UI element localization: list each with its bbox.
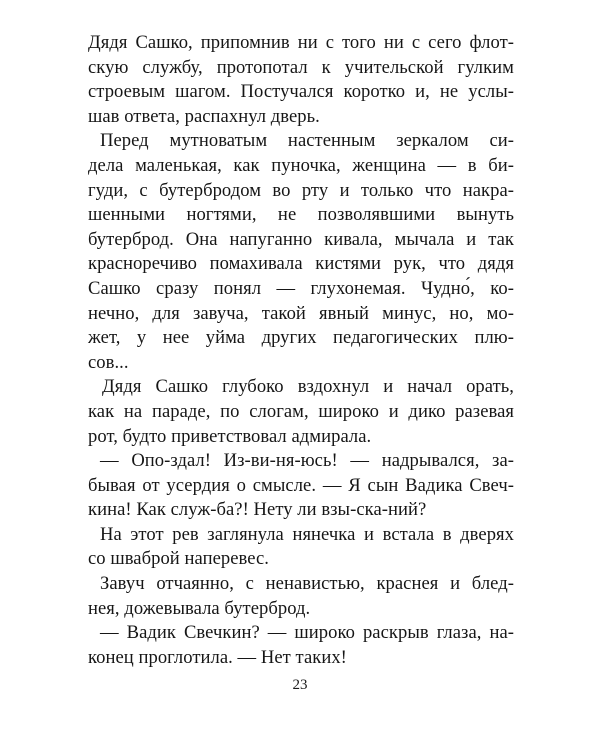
page-number: 23 [292,677,308,693]
text-line: жет, у нее уйма других педагогических плю- [88,327,514,349]
text-line: Дядя Сашко глубоко вздохнул и начал орать, [102,376,514,398]
text-line: дела маленькая, как пуночка, женщина — в би- [88,154,514,176]
text-line: как на параде, по слогам, широко и дико разевая [88,400,514,422]
text-line: конец проглотила. — Нет таких! [88,646,347,668]
text-line: шав ответа, распахнул дверь. [88,105,320,127]
text-line: бывая от усердия о смысле. — Я сын Вадика Свеч- [88,474,514,496]
text-line: — Вадик Свечкин? — широко раскрыв глаза, на- [100,622,514,644]
text-line: бутерброд. Она напуганно кивала, мычала и так [88,228,514,250]
text-line: со шваброй наперевес. [88,548,270,570]
body-text [88,31,514,670]
text-line: шенными ногтями, не позволявшими вынуть [88,204,514,226]
text-line: Сашко сразу понял — глухонемая. Чудно́, ко- [88,277,514,299]
text-line: рот, будто приветствовал адмирала. [88,425,372,447]
text-line: На этот рев заглянула нянечка и встала в дверях [100,523,514,545]
text-line: Завуч отчаянно, с ненавистью, краснея и блед- [100,573,514,595]
text-line: нечно, для завуча, такой явный минус, но, мо- [88,302,514,324]
text-line: гуди, с бутербродом во рту и только что накра- [88,179,514,201]
text-line: Перед мутноватым настенным зеркалом си- [100,130,514,152]
text-line: кина! Как служ-ба?! Нету ли взы-ска-ний? [88,499,427,521]
text-line: нея, дожевывала бутерброд. [88,597,311,619]
text-line: — Опо-здал! Из-ви-ня-юсь! — надрывался, за- [100,450,514,472]
text-line: Дядя Сашко, припомнив ни с того ни с сего флот- [88,32,514,53]
text-line: скую службу, протопотал к учительской гулким [88,56,514,78]
text-line: красноречиво помахивала кистями рук, что дядя [88,253,514,275]
text-line: строевым шагом. Постучался коротко и, не услы- [88,81,514,103]
text-line: сов... [88,351,129,373]
